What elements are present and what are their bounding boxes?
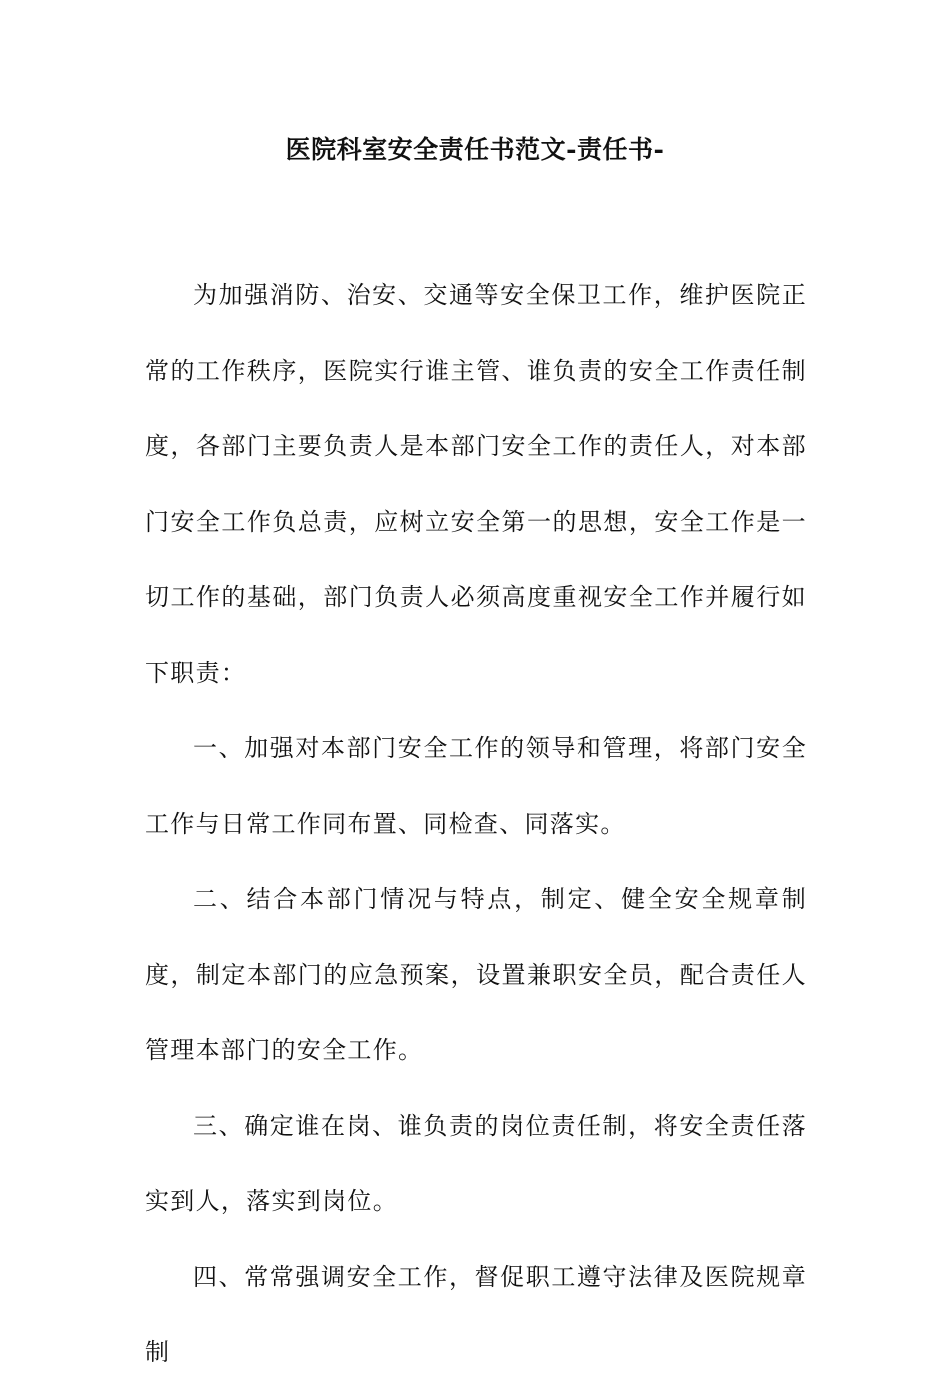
paragraph-intro: 为加强消防、治安、交通等安全保卫工作，维护医院正常的工作秩序，医院实行谁主管、谁负责的安全工作责任制度，各部门主要负责人是本部门安全工作的责任人，对本部门安全工作负总责，应树立安全第一的思想，安全工作是一切工作的基础，部门负责人必须高度重视安全工作并履行如下职责： — [145, 281, 807, 687]
document-body — [145, 258, 807, 1391]
paragraph-item-4: 四、常常强调安全工作，督促职工遵守法律及医院规章制 — [145, 1262, 807, 1366]
paragraph-item-2: 二、结合本部门情况与特点，制定、健全安全规章制度，制定本部门的应急预案，设置兼职安全员，配合责任人管理本部门的安全工作。 — [145, 885, 807, 1064]
paragraph-item-1: 一、加强对本部门安全工作的领导和管理，将部门安全工作与日常工作同布置、同检查、同落实。 — [145, 734, 807, 838]
document-title: 医院科室安全责任书范文-责任书- — [285, 135, 665, 164]
paragraph-item-3: 三、确定谁在岗、谁负责的岗位责任制，将安全责任落实到人，落实到岗位。 — [145, 1111, 807, 1215]
